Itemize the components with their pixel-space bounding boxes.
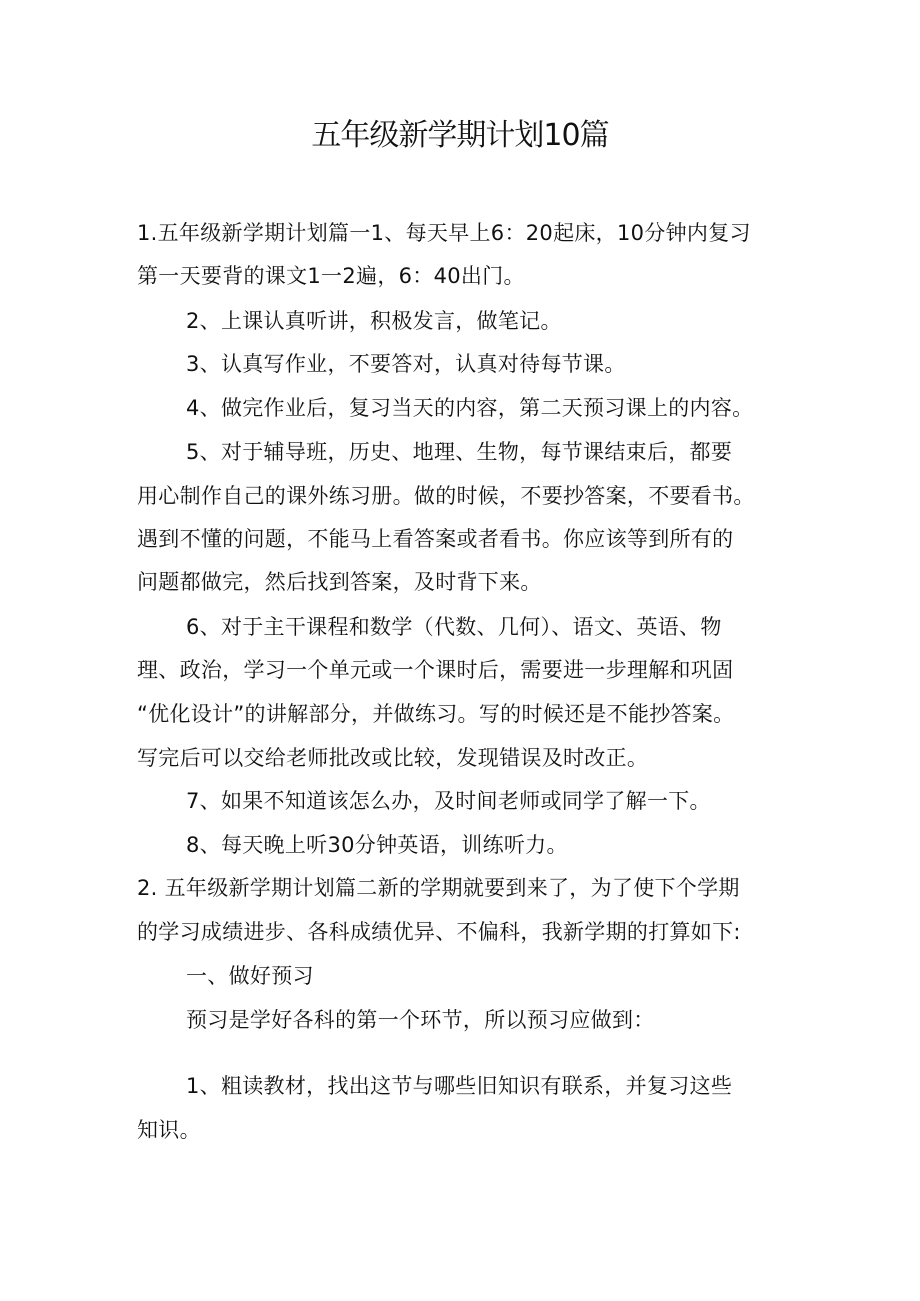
paragraph-line: 遇到不懂的问题，不能马上看答案或者看书。你应该等到所有的 <box>137 527 734 551</box>
paragraph-line: 1.五年级新学期计划篇一1、每天早上6：20起床，10分钟内复习 <box>137 221 751 245</box>
paragraph-line: 8、每天晚上听30分钟英语，训练听力。 <box>186 833 568 857</box>
paragraph-line: 用心制作自己的课外练习册。做的时候，不要抄答案，不要看书。 <box>137 484 755 508</box>
paragraph-line: 第一天要背的课文1一2遍，6：40出门。 <box>137 264 525 288</box>
paragraph-line: 写完后可以交给老师批改或比较，发现错误及时改正。 <box>137 746 649 770</box>
section-heading: 一、做好预习 <box>186 964 314 988</box>
paragraph-line: 7、如果不知道该怎么办，及时间老师或同学了解一下。 <box>186 789 711 813</box>
paragraph-line: 2、上课认真听讲，积极发言，做笔记。 <box>186 309 562 333</box>
paragraph-line: 3、认真写作业，不要答对，认真对待每节课。 <box>186 352 626 376</box>
paragraph-line: 5、对于辅导班，历史、地理、生物，每节课结束后，都要 <box>186 440 733 464</box>
paragraph-line: 2. 五年级新学期计划篇二新的学期就要到来了，为了使下个学期 <box>137 876 740 900</box>
paragraph-line: “优化设计”的讲解部分，并做练习。写的时候还是不能抄答案。 <box>137 702 735 726</box>
paragraph-line: 4、做完作业后，复习当天的内容，第二天预习课上的内容。 <box>186 396 754 420</box>
paragraph-line: 的学习成绩进步、各科成绩优异、不偏科，我新学期的打算如下: <box>137 920 741 944</box>
paragraph-line: 理、政治，学习一个单元或一个课时后，需要进一步理解和巩固 <box>137 658 734 682</box>
paragraph-line: 6、对于主干课程和数学（代数、几何）、语文、英语、物 <box>186 615 722 639</box>
paragraph-line: 预习是学好各科的第一个环节，所以预习应做到： <box>186 1008 655 1032</box>
paragraph-line: 1、粗读教材，找出这节与哪些旧知识有联系，并复习这些 <box>186 1074 733 1098</box>
paragraph-line: 问题都做完，然后找到答案，及时背下来。 <box>137 570 542 594</box>
paragraph-line: 知识。 <box>137 1118 201 1142</box>
document-title: 五年级新学期计划10篇 <box>311 118 609 153</box>
